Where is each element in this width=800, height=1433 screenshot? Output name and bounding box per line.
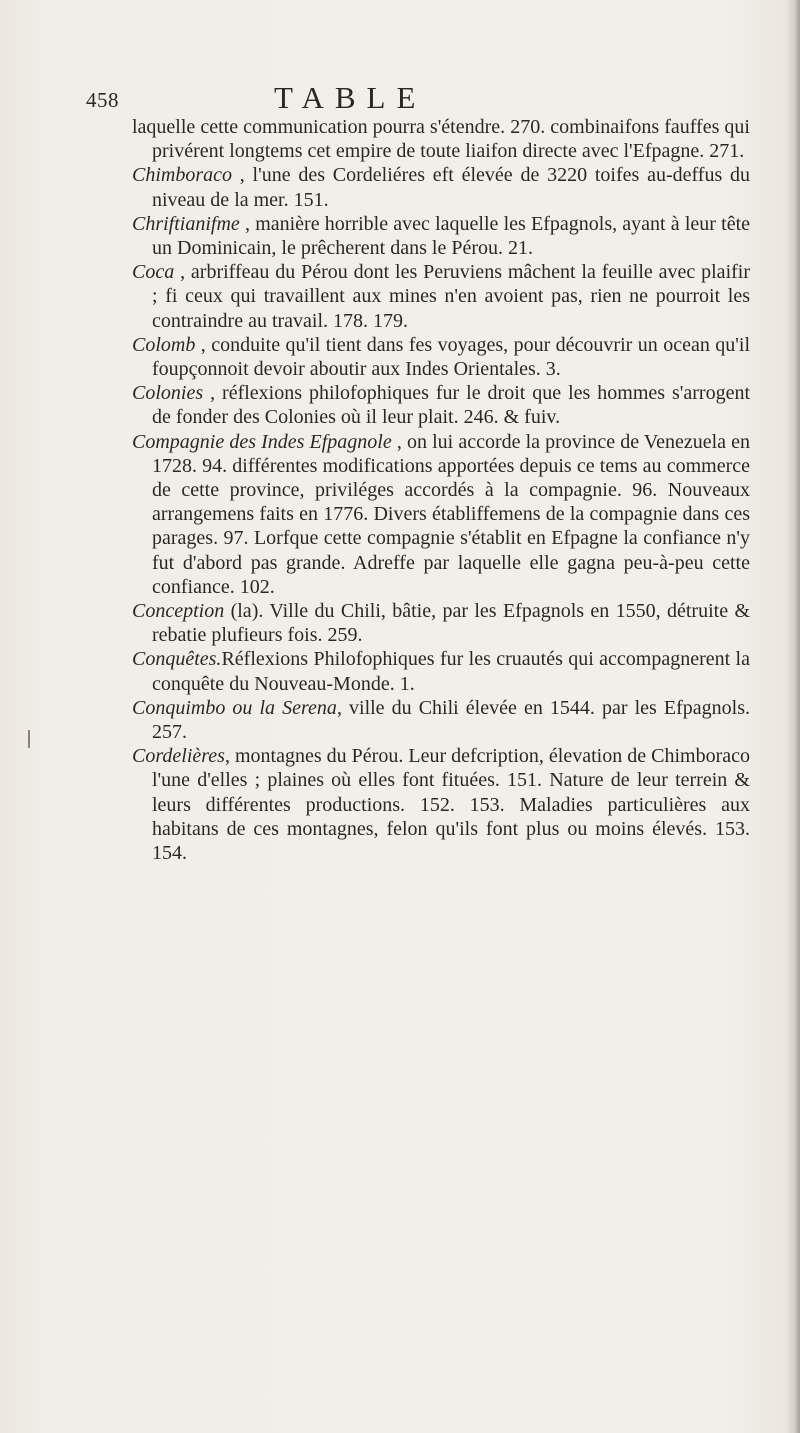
page-edge-shadow: [786, 0, 800, 1433]
index-entry: [132, 696, 750, 744]
index-entry: [132, 430, 750, 599]
entry-head: Conquimbo ou la Serena: [132, 696, 337, 719]
entry-text: , réflexions philofophiques fur le droit que les hommes s'arrogent de fonder des Colonies où il leur plait. 246. & fuiv.: [152, 382, 751, 429]
entry-text: , l'une des Cordeliéres eft élevée de 3220 toifes au-deffus du niveau de la mer. 151.: [152, 164, 751, 211]
entry-head: Conception: [132, 600, 225, 623]
entry-text: (la). Ville du Chili, bâtie, par les Efpagnols en 1550, détruite & rebatie plufieurs fois. 259.: [152, 600, 750, 647]
index-entry: [132, 333, 750, 381]
page-header: [86, 80, 686, 120]
index-entry: [132, 163, 750, 211]
index-entry: [132, 744, 750, 865]
index-entries: [132, 115, 750, 865]
margin-mark: [28, 730, 30, 748]
running-title: TABLE: [274, 80, 427, 115]
entry-text: Réflexions Philofophiques fur les cruautés qui accompagnerent la conquête du Nouveau-Monde. 1.: [152, 648, 750, 695]
index-entry: [132, 599, 750, 647]
index-entry: [132, 212, 750, 260]
entry-head: Conquêtes.: [132, 648, 222, 671]
index-entry: [132, 381, 750, 429]
entry-head: Compagnie des Indes Efpagnole: [132, 430, 392, 453]
index-entry-continuation: [132, 115, 750, 163]
entry-text: , conduite qu'il tient dans fes voyages, pour découvrir un ocean qu'il foupçonnoit devoir aboutir aux Indes Orientales. 3.: [152, 333, 750, 381]
entry-text: , montagnes du Pérou. Leur defcription, élevation de Chimboraco l'une d'elles ; plaines où elles font fituées. 151. Nature de leur terrein & leurs différentes productions. 152. 153. Maladies particulières aux habitans de ces montagnes, felon qu'ils font plus ou moins élevés. 153. 154.: [152, 745, 750, 865]
entry-head: Coca: [132, 261, 175, 284]
index-entry: [132, 260, 750, 333]
entry-head: Colonies: [132, 382, 204, 405]
entry-head: Colomb: [132, 333, 196, 356]
entry-head: Chriftianifme: [132, 212, 240, 235]
entry-text: laquelle cette communication pourra s'étendre. 270. combinaifons fauffes qui privérent longtems cet empire de toute liaifon directe avec l'Efpagne. 271.: [132, 116, 750, 163]
entry-head: Chimboraco: [132, 164, 232, 187]
entry-text: , on lui accorde la province de Venezuela en 1728. 94. différentes modifications apportées depuis ce tems au commerce de cette province, priviléges accordés à la compagnie. 96. Nouveaux arrangemens faits en 1776. Divers établiffemens de la compagnie dans ces parages. 97. Lorfque cette compagnie s'établit en Efpagne la confiance n'y fut d'abord pas grande. Adreffe par laquelle elle gagna peu-à-peu cette confiance. 102.: [152, 430, 751, 598]
entry-text: , arbriffeau du Pérou dont les Peruviens mâchent la feuille avec plaifir ; fi ceux qui travaillent aux mines n'en avoient pas, rien ne pourroit les contraindre au travail. 178. 179.: [152, 261, 750, 332]
entry-text: , ville du Chili élevée en 1544. par les Efpagnols. 257.: [152, 696, 750, 744]
entry-head: Cordelières: [132, 745, 225, 768]
page-number: 458: [86, 88, 119, 112]
index-entry: [132, 647, 750, 695]
entry-text: , manière horrible avec laquelle les Efpagnols, ayant à leur tête un Dominicain, le prêcherent dans le Pérou. 21.: [152, 212, 751, 260]
